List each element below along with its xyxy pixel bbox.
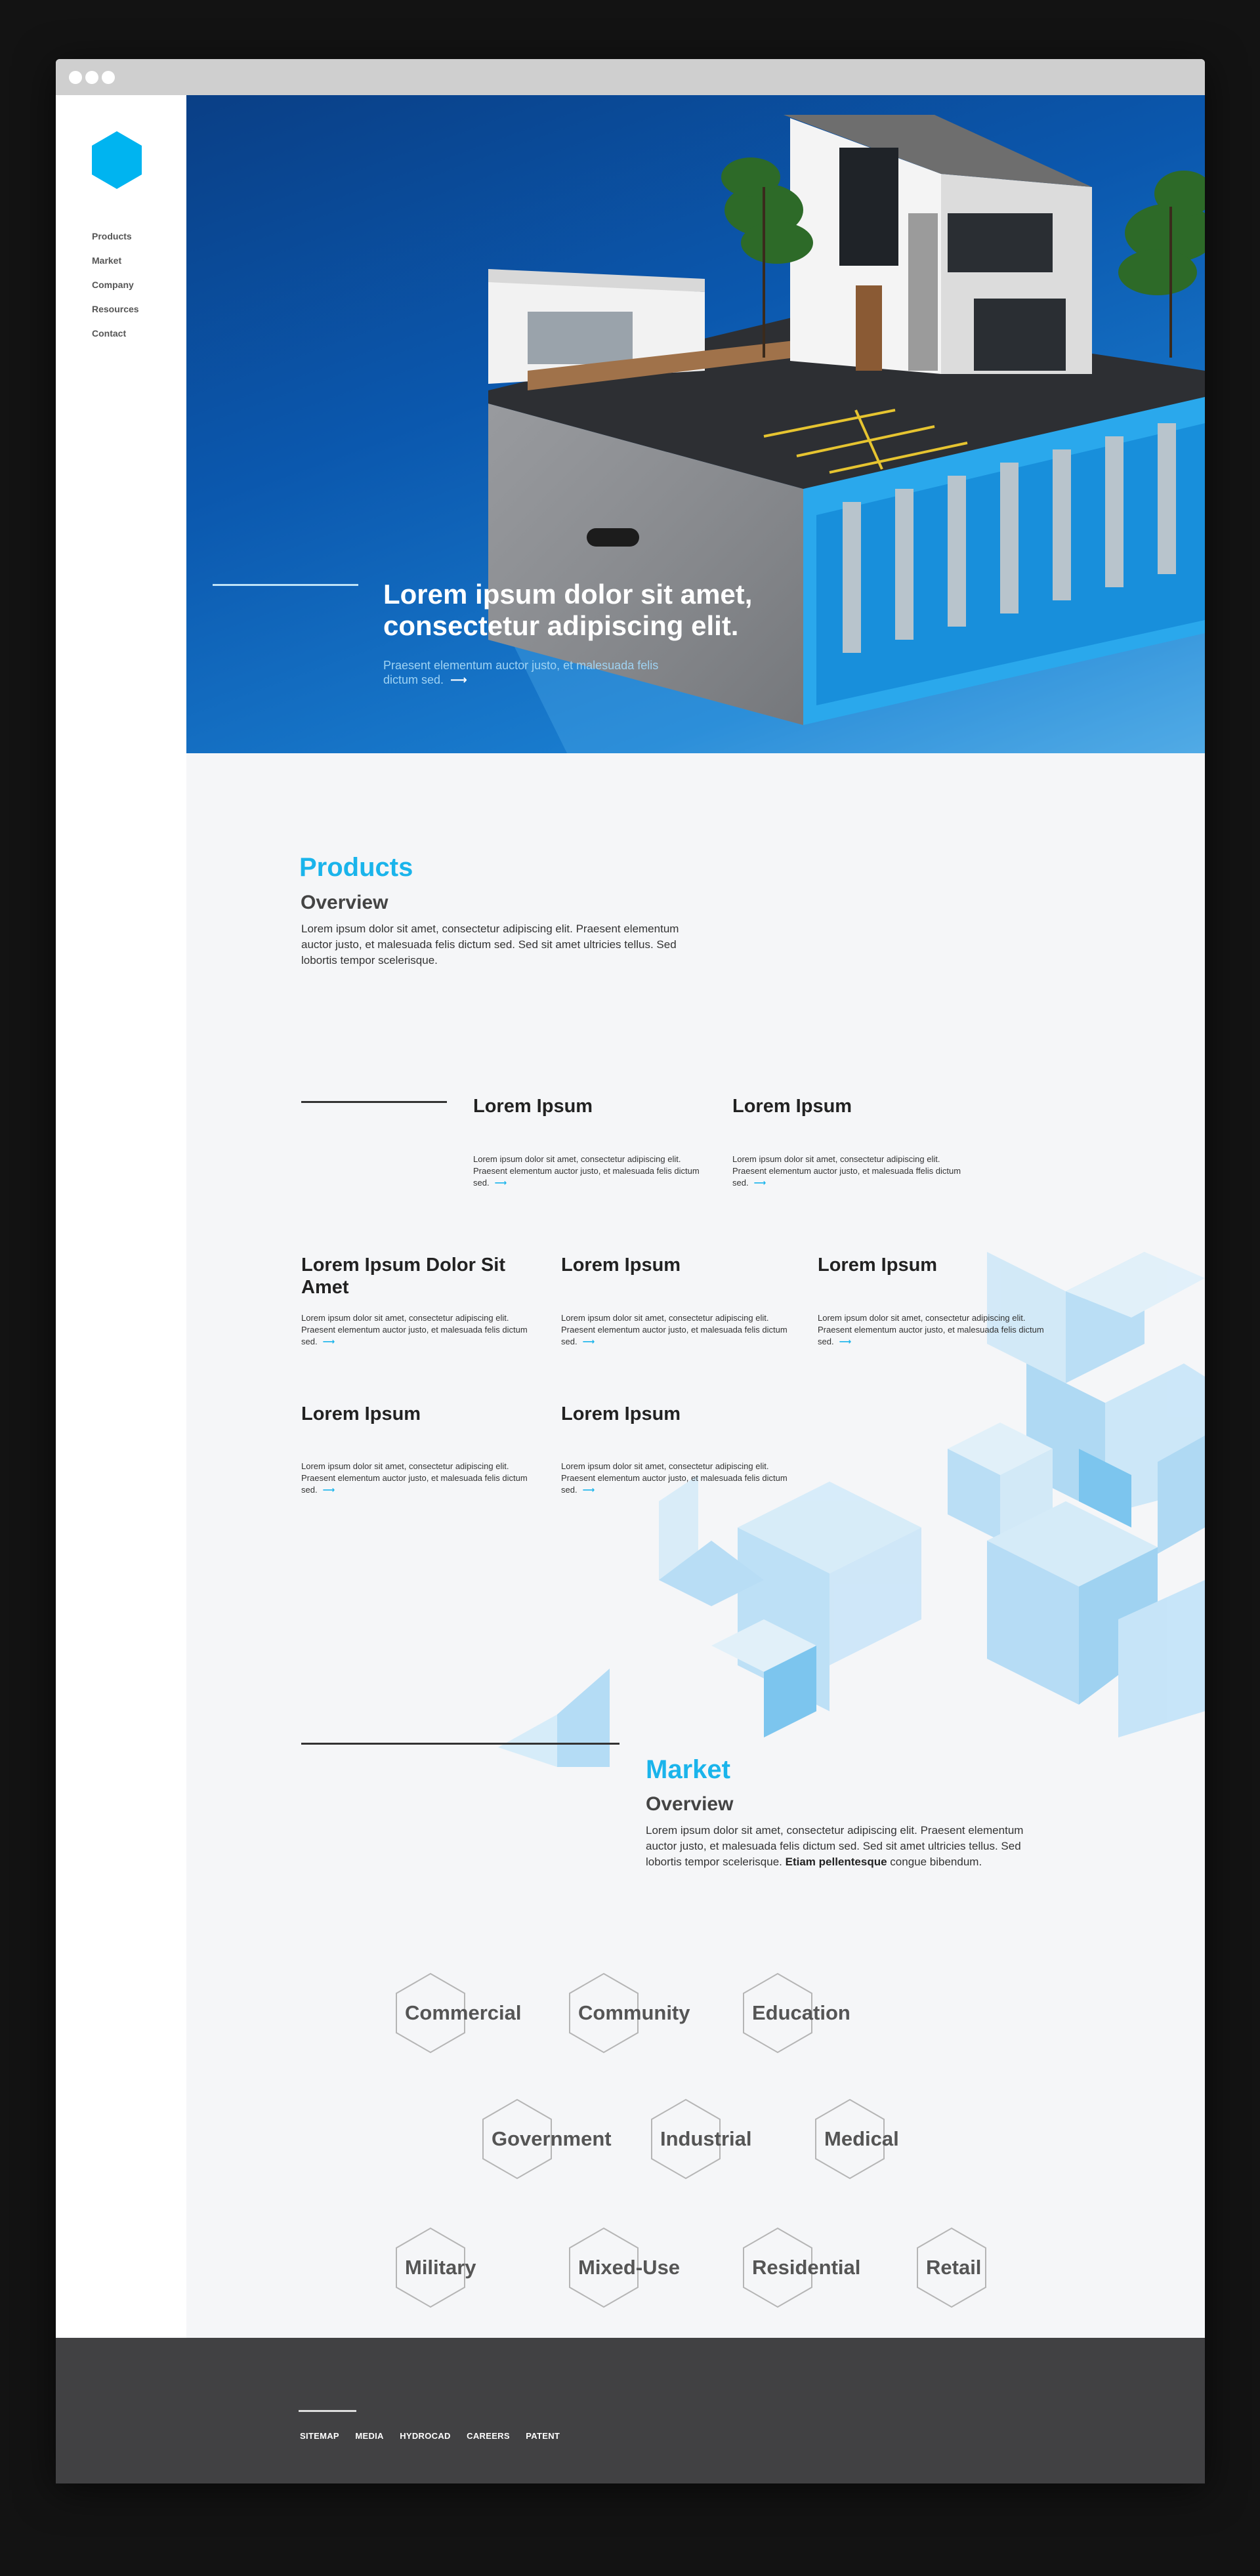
footer-link-patent[interactable]: PATENT (526, 2431, 560, 2441)
market-item-community[interactable] (568, 1972, 726, 2054)
arrow-right-icon[interactable]: ⟶ (450, 673, 467, 686)
hero-title: Lorem ipsum dolor sit amet, consectetur adipiscing elit. (383, 579, 753, 641)
product-card-text: Lorem ipsum dolor sit amet, consectetur adipiscing elit. Praesent elementum auctor justo, et malesuada felis dictum sed. ⟶ (561, 1313, 788, 1346)
product-card-title: Lorem Ipsum Dolor Sit Amet (301, 1255, 505, 1298)
market-item-medical[interactable] (814, 2098, 972, 2180)
products-overview-text: Lorem ipsum dolor sit amet, consectetur adipiscing elit. Praesent elementum auctor justo, et malesuada felis dictum sed. Sed sit amet ultricies tellus. Sed lobortis tempor scelerisque. (301, 923, 679, 966)
footer-accent-line (299, 2410, 356, 2412)
product-card-text: Lorem ipsum dolor sit amet, consectetur adipiscing elit. Praesent elementum auctor justo, et malesuada felis dictum sed. ⟶ (301, 1313, 528, 1346)
arrow-right-icon[interactable]: ⟶ (322, 1337, 335, 1346)
decorative-cube-small (498, 1669, 629, 1767)
market-item-residential[interactable] (742, 2227, 900, 2308)
arrow-right-icon[interactable]: ⟶ (582, 1485, 595, 1495)
hero-accent-line (213, 584, 358, 586)
arrow-right-icon[interactable]: ⟶ (839, 1337, 852, 1346)
market-item-education[interactable] (742, 1972, 900, 2054)
market-overview-text: Lorem ipsum dolor sit amet, consectetur adipiscing elit. Praesent elementum auctor justo, et malesuada felis dictum sed. Sed sit amet ultricies tellus. Sed lobortis tempor scelerisque. Etiam pellentesque congue bibendum. (646, 1824, 1024, 1868)
sidebar (56, 95, 186, 2338)
window-maximize-dot[interactable] (102, 71, 115, 84)
sidebar-item-products[interactable]: Products (92, 231, 132, 241)
market-item-label: Military (405, 2256, 476, 2279)
footer (56, 2338, 1205, 2483)
product-card-title: Lorem Ipsum (473, 1096, 593, 1117)
product-card-text: Lorem ipsum dolor sit amet, consectetur adipiscing elit. Praesent elementum auctor justo, et malesuada ffelis dictum sed. ⟶ (732, 1154, 961, 1188)
market-item-commercial[interactable] (395, 1972, 553, 2054)
market-item-label: Commercial (405, 2001, 522, 2024)
market-item-label: Mixed-Use (578, 2256, 681, 2279)
sidebar-item-company[interactable]: Company (92, 280, 134, 290)
product-card-text: Lorem ipsum dolor sit amet, consectetur adipiscing elit. Praesent elementum auctor justo, et malesuada felis dictum sed. ⟶ (473, 1154, 700, 1188)
market-heading: Market (646, 1755, 730, 1784)
products-overview-heading: Overview (301, 892, 388, 913)
product-card-title: Lorem Ipsum (818, 1255, 938, 1276)
sidebar-item-contact[interactable]: Contact (92, 328, 127, 339)
market-overview-heading: Overview (646, 1793, 734, 1815)
market-item-label: Retail (926, 2256, 982, 2279)
product-card-text: Lorem ipsum dolor sit amet, consectetur adipiscing elit. Praesent elementum auctor justo, et malesuada felis dictum sed. ⟶ (301, 1461, 528, 1495)
market-item-retail[interactable] (916, 2227, 1074, 2308)
product-card-title: Lorem Ipsum (732, 1096, 852, 1117)
market-divider (301, 1743, 620, 1745)
hero-building-illustration (488, 95, 1205, 753)
product-card-text: Lorem ipsum dolor sit amet, consectetur adipiscing elit. Praesent elementum auctor justo, et malesuada felis dictum sed. ⟶ (818, 1313, 1044, 1346)
market-item-label: Government (492, 2127, 612, 2150)
market-item-military[interactable] (395, 2227, 553, 2308)
market-item-label: Residential (752, 2256, 861, 2279)
products-heading: Products (299, 853, 413, 882)
footer-link-hydrocad[interactable]: HYDROCAD (400, 2431, 451, 2441)
arrow-right-icon[interactable]: ⟶ (582, 1337, 595, 1346)
hexagon-logo-icon[interactable] (92, 131, 142, 189)
footer-links (300, 2430, 573, 2442)
product-card-title: Lorem Ipsum (301, 1403, 421, 1424)
market-item-mixed-use[interactable] (568, 2227, 726, 2308)
main-content (186, 753, 1205, 2338)
market-item-label: Industrial (660, 2127, 752, 2150)
sidebar-item-resources[interactable]: Resources (92, 304, 139, 314)
footer-link-sitemap[interactable]: SITEMAP (300, 2431, 339, 2441)
arrow-right-icon[interactable]: ⟶ (322, 1485, 335, 1495)
hero-banner (186, 95, 1205, 753)
product-card-title: Lorem Ipsum (561, 1403, 681, 1424)
products-divider (301, 1101, 447, 1103)
window-close-dot[interactable] (69, 71, 82, 84)
arrow-right-icon[interactable]: ⟶ (753, 1178, 766, 1188)
market-item-label: Medical (824, 2127, 899, 2150)
market-item-government[interactable] (482, 2098, 639, 2180)
arrow-right-icon[interactable]: ⟶ (494, 1178, 507, 1188)
product-card-text: Lorem ipsum dolor sit amet, consectetur adipiscing elit. Praesent elementum auctor justo, et malesuada felis dictum sed. ⟶ (561, 1461, 788, 1495)
product-card-title: Lorem Ipsum (561, 1255, 681, 1276)
footer-link-careers[interactable]: CAREERS (467, 2431, 510, 2441)
market-item-label: Education (752, 2001, 850, 2024)
browser-titlebar (56, 59, 1205, 95)
footer-link-media[interactable]: MEDIA (355, 2431, 384, 2441)
sidebar-item-market[interactable]: Market (92, 255, 122, 266)
window-minimize-dot[interactable] (85, 71, 98, 84)
market-item-label: Community (578, 2001, 690, 2024)
sidebar-nav (92, 224, 139, 346)
market-item-industrial[interactable] (650, 2098, 808, 2180)
browser-window (56, 59, 1205, 2483)
hero-subtitle[interactable]: Praesent elementum auctor justo, et malesuada felis dictum sed. ⟶ (383, 659, 659, 686)
